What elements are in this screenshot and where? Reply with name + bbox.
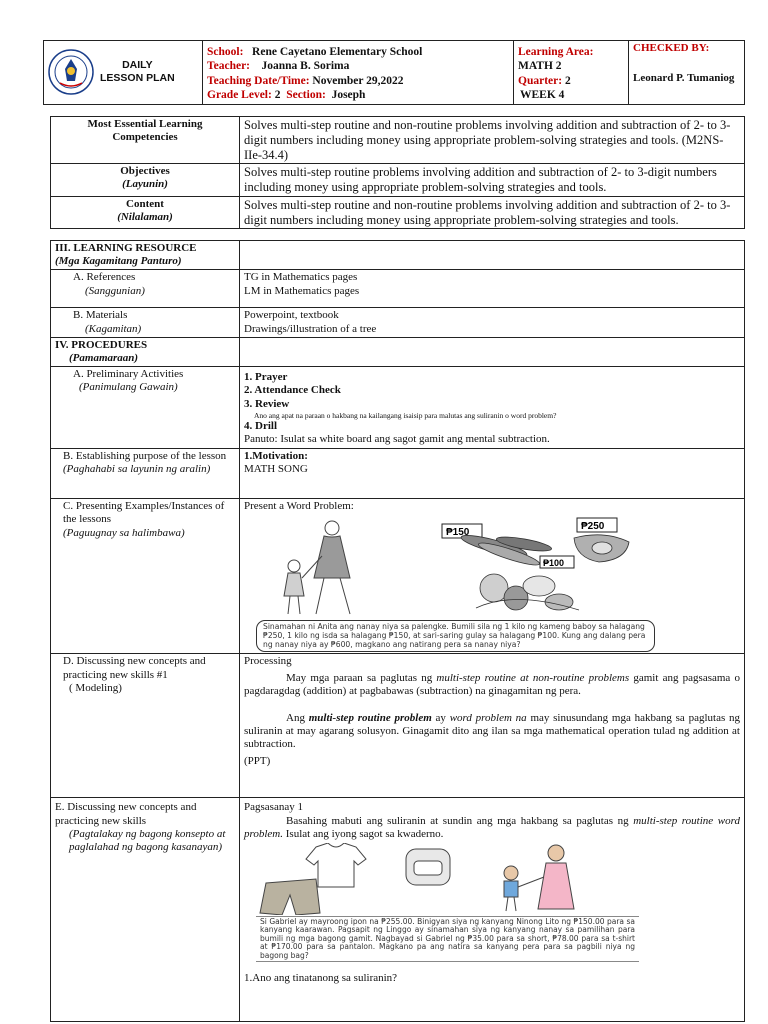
prelim-sub: (Panimulang Gawain) [79, 381, 178, 394]
references-label-cell [51, 270, 240, 308]
content-text: Solves multi-step routine and non-routine problems involving addition and subtraction of 2- to 3-digit numbers including money using appropriate problem-solving strategies and tools. [240, 196, 745, 229]
e-text-a: Basahing mabuti ang suliranin at sundin ang mga hakbang sa paglutas ng [286, 814, 634, 827]
new-skills-sub: (Pagtalakay ng bagong konsepto at paglalahad ng bagong kasanayan) [69, 827, 226, 854]
vegetables-icon [476, 574, 579, 610]
content-sub: (Nilalaman) [117, 210, 173, 223]
references-sub: (Sanggunian) [85, 284, 145, 297]
processing-title: Processing [244, 655, 292, 668]
checked-by-label: CHECKED BY: [633, 42, 710, 54]
week-value: WEEK 4 [520, 89, 565, 102]
section-label: Section: [286, 89, 326, 102]
school-info-cell [203, 41, 514, 105]
grade-level: 2 [274, 89, 281, 102]
drill-instruction: Panuto: Isulat sa white board ang sagot gamit ang mental subtraction. [244, 432, 550, 445]
price-tag-250: ₱250 [581, 521, 605, 533]
objectives-label: Objectives [120, 165, 170, 178]
ppt-note: (PPT) [244, 754, 271, 767]
e-text-b: multi-step routine word problem. [244, 814, 740, 840]
modeling-content-cell [240, 654, 745, 798]
new-skills-label-cell [51, 798, 240, 1022]
pagsasanay-title: Pagsasanay 1 [244, 801, 303, 814]
references-value-cell [240, 270, 745, 308]
examples-content-cell [240, 499, 745, 654]
materials-label: B. Materials [73, 309, 128, 322]
market-illustration [254, 516, 659, 618]
material-drawings: Drawings/illustration of a tree [244, 322, 377, 335]
price-tag-150: ₱150 [446, 527, 470, 539]
header-table [43, 40, 745, 105]
pants-icon [260, 879, 320, 915]
teaching-date: November 29,2022 [312, 74, 404, 87]
prelim-content-cell [240, 367, 745, 449]
meat-icon [574, 535, 629, 562]
date-row [207, 74, 509, 88]
mother-child-drawing [284, 521, 350, 614]
content-label: Content [126, 197, 164, 210]
word-problem-box [256, 620, 655, 652]
checked-by-name: Leonard P. Tumaniog [633, 72, 735, 85]
prelim-label: A. Preliminary Activities [73, 368, 184, 381]
teacher-label: Teacher: [207, 60, 251, 73]
objectives-sub: (Layunin) [122, 178, 168, 191]
price-tag-100: ₱100 [543, 558, 565, 569]
market-word-problem: Sinamahan ni Anita ang nanay niya sa palengke. Bumili sila ng 1 kilo ng kameng baboy sa halagang ₱250, 1 kilo ng isda sa halagang ₱150, at sari-saring gulay sa halagang ₱100. Kung ang dalang pera ng nanay niya ay ₱600, magkano ang natirang pera sa nanay niya? [263, 622, 646, 649]
melc-label: Most Essential Learning Competencies [51, 117, 240, 164]
e-text-c: Isulat ang iyong sagot sa kwaderno. [283, 827, 444, 840]
teacher-row [207, 59, 509, 73]
processing-paragraph-2 [244, 712, 740, 752]
quarter-label: Quarter: [518, 74, 563, 87]
resource-heading-sub: (Mga Kagamitang Panturo) [55, 255, 182, 268]
purpose-sub: (Paghahabi sa layunin ng aralin) [63, 463, 211, 476]
purpose-label: B. Establishing purpose of the lesson [63, 450, 227, 463]
doc-title-line1: DAILY [122, 58, 153, 71]
competency-table [50, 116, 745, 229]
resource-heading: III. LEARNING RESOURCE [55, 242, 197, 254]
p2-text-c: ay [431, 712, 450, 725]
school-name: Rene Cayetano Elementary School [252, 46, 423, 58]
section-name: Joseph [331, 89, 366, 102]
price-tag-icon [577, 518, 617, 532]
p1-text-c: gamit ang pagsasama o pagdaragdag (addition) at pagbabawas (subtraction) na ginagamitan ng pera. [244, 671, 741, 697]
materials-sub: (Kagamitan) [85, 322, 142, 335]
p2-text-e: may sinusundang mga hakbang sa paglutas ng suliranin at may agarang solusyon. Ginagamit dito ang ilan sa mga mathematical operation tulad ng addition at subtraction. [244, 712, 741, 751]
quarter-value: 2 [564, 74, 571, 87]
price-tag-icon [540, 556, 574, 568]
materials-label-cell [51, 308, 240, 337]
procedures-heading: IV. PROCEDURES [55, 338, 148, 351]
reference-lm: LM in Mathematics pages [244, 284, 360, 297]
procedures-heading-empty [240, 337, 745, 366]
mother-son-icon [504, 845, 574, 911]
p2-text-a: Ang [286, 712, 309, 725]
procedures-heading-sub: (Pamamaraan) [69, 351, 139, 364]
procedures-table [50, 240, 745, 1022]
p1-text-b: multi-step routine at non-routine problems [436, 671, 630, 684]
pagsasanay-instruction [244, 815, 740, 841]
checked-by-cell [629, 41, 745, 105]
doc-title-line2: LESSON PLAN [100, 72, 175, 85]
grade-label: Grade Level: [207, 89, 272, 102]
material-ppt: Powerpoint, textbook [244, 309, 339, 322]
question-1: 1.Ano ang tinatanong sa suliranin? [244, 971, 398, 984]
new-skills-content-cell [240, 798, 745, 1022]
word-problem-prompt: Present a Word Problem: [244, 500, 354, 513]
fish-icon [460, 532, 553, 569]
objectives-label-cell [51, 164, 240, 197]
deped-seal-icon [48, 49, 94, 95]
melc-text: Solves multi-step routine and non-routine problems involving addition and subtraction of 2- to 3-digit numbers including money using appropriate problem-solving strategies and tools. (M2NS-IIe-34.4) [240, 117, 745, 164]
learning-area: MATH 2 [518, 60, 562, 73]
prayer-item: 1. Prayer [244, 371, 288, 384]
school-label: School: [207, 46, 244, 58]
materials-value-cell [240, 308, 745, 337]
clothes-family-illustration [256, 843, 646, 915]
math-song: MATH SONG [244, 463, 308, 476]
learning-area-cell [514, 41, 629, 105]
teacher-name: Joanna B. Sorima [261, 60, 350, 73]
review-question: Ano ang apat na paraan o hakbang na kailangang isaisip para malutas ang suliranin o word problem? [254, 410, 557, 420]
prelim-label-cell [51, 367, 240, 449]
examples-label-cell [51, 499, 240, 654]
p2-text-d: word problem na [449, 712, 527, 725]
p2-text-b: multi-step routine problem [308, 712, 432, 725]
purpose-content-cell [240, 449, 745, 499]
objectives-text: Solves multi-step routine problems involving addition and subtraction of 2- to 3-digit numbers including money using appropriate problem-solving strategies and tools. [240, 164, 745, 197]
reference-tg: TG in Mathematics pages [244, 271, 358, 284]
school-row [207, 45, 509, 59]
grade-row [207, 88, 509, 102]
motivation-item: 1.Motivation: [244, 450, 308, 463]
learning-area-label: Learning Area: [518, 46, 594, 58]
gabriel-problem-box [256, 916, 639, 962]
purpose-label-cell [51, 449, 240, 499]
processing-paragraph-1 [244, 672, 740, 698]
modeling-label: D. Discussing new concepts and practicing new skills #1 [63, 655, 206, 681]
resource-heading-empty [240, 241, 745, 270]
attendance-item: 2. Attendance Check [244, 384, 341, 397]
deped-logo-cell [44, 41, 203, 105]
examples-label: C. Presenting Examples/Instances of the lessons [63, 500, 225, 526]
references-label: A. References [73, 271, 136, 284]
new-skills-label: E. Discussing new concepts and practicing new skills [55, 801, 197, 827]
procedures-heading-cell [51, 337, 240, 366]
modeling-label-cell [51, 654, 240, 798]
examples-sub: (Paguugnay sa halimbawa) [63, 526, 185, 539]
quarter-row [518, 74, 624, 88]
gabriel-word-problem: Si Gabriel ay mayroong ipon na ₱255.00. Binigyan siya ng kanyang Ninong Lito ng ₱150.00 para sa kanyang kaarawan. Pagsapit ng Linggo ay sinamahan siya ng kanyang nanay sa pamilihan para bumili ng mga bagong gamit. Nagbayad si Gabriel ng ₱35.00 para sa short, ₱78.00 para sa t-shirt at ₱170.00 para sa pantalon. Magkano pa ang natira sa kanyang pera para sa pagbili niya ng bagong bag? [260, 917, 635, 960]
drill-item: 4. Drill [244, 419, 277, 432]
modeling-sub: ( Modeling) [69, 681, 122, 694]
resource-heading-cell [51, 241, 240, 270]
content-label-cell [51, 196, 240, 229]
review-item: 3. Review [244, 397, 290, 410]
date-label: Teaching Date/Time: [207, 74, 310, 87]
bag-icon [406, 849, 450, 885]
p1-text-a: May mga paraan sa paglutas ng [286, 671, 437, 684]
